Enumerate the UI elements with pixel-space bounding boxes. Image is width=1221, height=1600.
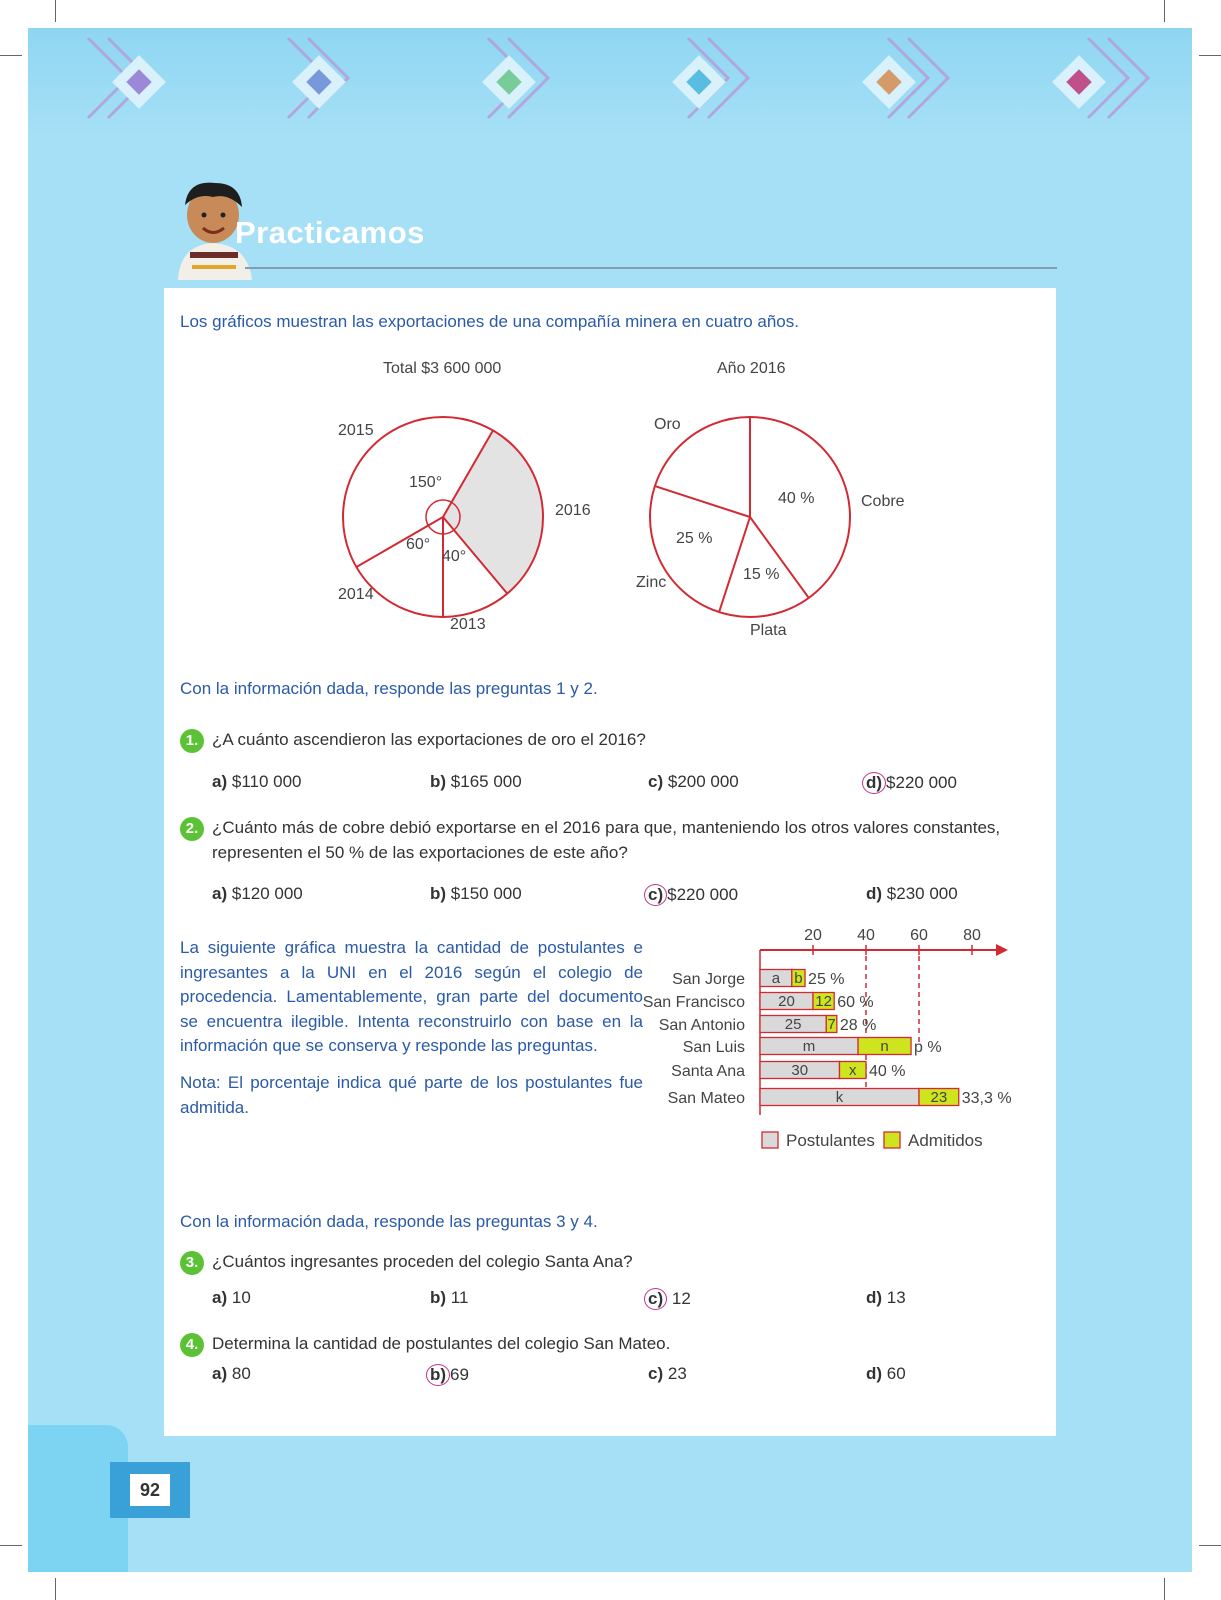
bar-category-label: San Francisco [642, 994, 745, 1011]
bar-postulantes-label: k [835, 1089, 844, 1106]
q1-option-c[interactable]: c) $200 000 [648, 772, 739, 791]
pie2-label-zinc: Zinc [636, 574, 667, 591]
crop-mark [1199, 55, 1221, 56]
legend-label-postulantes: Postulantes [786, 1131, 875, 1150]
question-1-text: ¿A cuánto ascendieron las exportaciones de oro el 2016? [212, 730, 646, 749]
q1-option-a[interactable]: a) $110 000 [212, 772, 302, 791]
bar-category-label: San Mateo [667, 1090, 745, 1107]
pie1-label-2015: 2015 [338, 422, 374, 439]
note-paragraph: Nota: El porcentaje indica qué parte de los postulantes fue admitida. [180, 1073, 643, 1117]
bar-admitidos-label: 7 [827, 1016, 836, 1033]
bar-category-label: San Antonio [658, 1017, 745, 1034]
pie2-value-cobre: 40 % [778, 490, 815, 507]
bar-axis-arrow [996, 944, 1008, 956]
q1-option-d-selected[interactable]: d) $220 000 [866, 772, 957, 794]
crop-mark [55, 1578, 56, 1600]
question-number-1: 1. [180, 729, 204, 753]
q3-option-c-selected[interactable]: c) 12 [648, 1288, 691, 1310]
bar-admitidos-label: n [880, 1038, 889, 1055]
bar-tick-label-80: 80 [963, 927, 981, 944]
bar-tick-label-60: 60 [910, 927, 928, 944]
question-number-2: 2. [180, 817, 204, 841]
pie2-label-plata: Plata [750, 622, 787, 639]
bar-postulantes-label: 25 [784, 1016, 802, 1033]
q1-option-b[interactable]: b) $165 000 [430, 772, 522, 791]
description-paragraph: La siguiente gráfica muestra la cantidad de postulantes e ingresantes a la UNI en el 2016 según el colegio de procedencia. Lamentablemente, gran parte del documento se encuentra ilegible. Intenta reconstruirlo con base en la información que se conserva y responde las preguntas. [180, 938, 643, 1055]
selected-answer-circle: d) [862, 772, 886, 794]
q2-option-b[interactable]: b) $150 000 [430, 884, 522, 903]
q3-option-a[interactable]: a) 10 [212, 1288, 251, 1307]
pattern-icon [28, 28, 1192, 138]
pie1-angle-60: 60° [406, 536, 431, 553]
intro-text: Los gráficos muestran las exportaciones de una compañía minera en cuatro años. [180, 312, 799, 331]
bar-postulantes-label: a [771, 970, 781, 987]
bar-percent-label: 28 % [839, 1017, 877, 1034]
bar-postulantes-label: 30 [791, 1062, 809, 1079]
bar-percent-label: 33,3 % [961, 1090, 1012, 1107]
instruction-1-2: Con la información dada, responde las preguntas 1 y 2. [180, 679, 598, 698]
bar-percent-label: 60 % [837, 994, 874, 1011]
pie-chart-2016 [600, 395, 900, 645]
page-number: 92 [130, 1474, 170, 1506]
pie2-radius-2 [719, 517, 750, 612]
pie2-value-zinc: 25 % [676, 530, 713, 547]
q2-option-a[interactable]: a) $120 000 [212, 884, 303, 903]
title-underline [245, 267, 1057, 269]
bar-category-label: Santa Ana [671, 1063, 745, 1080]
bar-tick-label-40: 40 [857, 927, 875, 944]
bar-category-label: San Luis [682, 1039, 745, 1056]
pie2-value-plata: 15 % [743, 566, 780, 583]
q3-option-d[interactable]: d) 13 [866, 1288, 906, 1307]
crop-mark [55, 0, 56, 22]
crop-mark [0, 1545, 22, 1546]
bar-percent-label: p % [914, 1039, 942, 1056]
legend-label-admitidos: Admitidos [908, 1131, 983, 1150]
crop-mark [1199, 1545, 1221, 1546]
selected-answer-circle: c) [644, 884, 667, 906]
q2-option-d[interactable]: d) $230 000 [866, 884, 958, 903]
decorative-band [28, 28, 1192, 138]
pie1-angle-150: 150° [409, 474, 443, 491]
question-3-text: ¿Cuántos ingresantes proceden del colegio Santa Ana? [212, 1252, 633, 1271]
q4-option-c[interactable]: c) 23 [648, 1364, 687, 1383]
pie1-angle-40: 40° [442, 548, 467, 565]
q2-option-c-selected[interactable]: c) $220 000 [648, 884, 738, 906]
pie2-title: Año 2016 [717, 360, 786, 377]
pie1-label-2016: 2016 [555, 502, 591, 519]
bar-admitidos-label: 12 [815, 993, 832, 1010]
question-number-4: 4. [180, 1333, 204, 1357]
pie2-label-oro: Oro [654, 416, 681, 433]
bar-percent-label: 40 % [869, 1063, 906, 1080]
question-2-text-line2: representen el 50 % de las exportaciones de este año? [212, 843, 628, 862]
pie1-label-2013: 2013 [450, 616, 486, 633]
bar-admitidos-label: 23 [930, 1089, 948, 1106]
pie1-label-2014: 2014 [338, 586, 374, 603]
bar-tick-label-20: 20 [804, 927, 822, 944]
pie1-title: Total $3 600 000 [383, 360, 502, 377]
crop-mark [1164, 1578, 1165, 1600]
question-4-text: Determina la cantidad de postulantes del colegio San Mateo. [212, 1334, 671, 1353]
legend-swatch-admitidos [884, 1132, 900, 1148]
bar-percent-label: 25 % [808, 971, 845, 988]
pie2-radius-3 [655, 486, 750, 517]
selected-answer-circle: c) [644, 1288, 667, 1310]
q3-option-b[interactable]: b) 11 [430, 1288, 469, 1307]
bar-admitidos-label: b [794, 970, 803, 987]
question-2-text-line1: ¿Cuánto más de cobre debió exportarse en el 2016 para que, manteniendo los otros valores constantes, [212, 818, 1001, 837]
page-title: Practicamos [235, 215, 425, 250]
q4-option-a[interactable]: a) 80 [212, 1364, 251, 1383]
pie2-radius-1 [750, 517, 809, 598]
instruction-3-4: Con la información dada, responde las preguntas 3 y 4. [180, 1212, 598, 1231]
bar-chart-postulantes [640, 927, 1050, 1170]
crop-mark [1164, 0, 1165, 22]
page-number-badge [110, 1462, 190, 1518]
bar-category-label: San Jorge [672, 971, 745, 988]
bar-postulantes-label: 20 [778, 993, 795, 1010]
crop-mark [0, 55, 22, 56]
bar-admitidos-label: x [849, 1062, 857, 1079]
question-number-3: 3. [180, 1251, 204, 1275]
legend-swatch-postulantes [762, 1132, 778, 1148]
q4-option-d[interactable]: d) 60 [866, 1364, 906, 1383]
selected-answer-circle: b) [426, 1364, 450, 1386]
pie2-label-cobre: Cobre [861, 493, 905, 510]
bar-postulantes-label: m [802, 1038, 816, 1055]
q4-option-b-selected[interactable]: b) 69 [430, 1364, 469, 1386]
